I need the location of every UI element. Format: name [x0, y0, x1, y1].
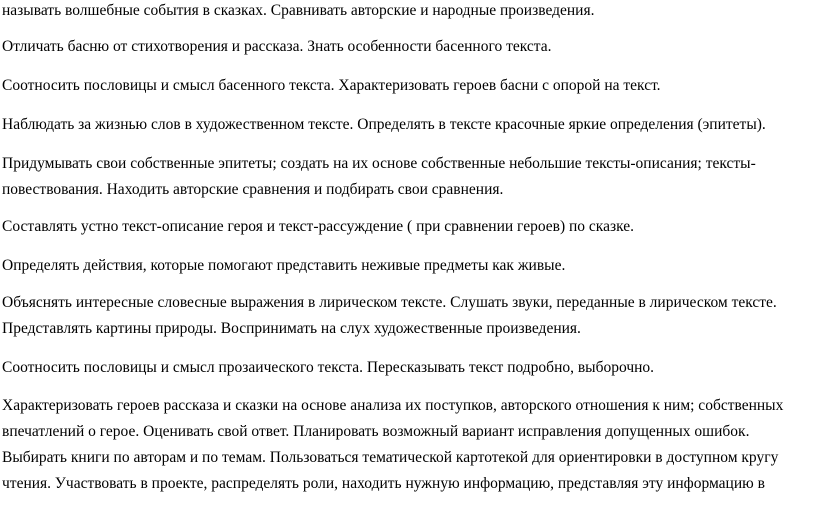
paragraph-hero-description	[2, 214, 634, 240]
text-line: Составлять устно текст-описание героя и текст-рассуждение ( при сравнении героев) по сказке.	[2, 218, 635, 235]
text-line: впечатлений о герое. Оценивать свой ответ. Планировать возможный вариант исправления допущенных ошибок.	[2, 423, 750, 440]
text-line: повествования. Находить авторские сравнения и подбирать свои сравнения.	[2, 181, 504, 198]
text-line: Соотносить пословицы и смысл басенного текста. Характеризовать героев басни с опорой на текст.	[2, 77, 661, 94]
paragraph-epithets-observe	[2, 112, 766, 138]
paragraph-lyric-text	[2, 290, 777, 342]
paragraph-prose-proverbs	[2, 355, 654, 381]
text-line: Отличать басню от стихотворения и рассказа. Знать особенности басенного текста.	[2, 38, 552, 55]
text-line: называть волшебные события в сказках. Сравнивать авторские и народные произведения.	[2, 2, 595, 19]
paragraph-fable-distinction	[2, 34, 551, 60]
paragraph-fable-proverbs	[2, 73, 661, 99]
text-line: Представлять картины природы. Воспринимать на слух художественные произведения.	[2, 320, 581, 337]
text-line: Характеризовать героев рассказа и сказки на основе анализа их поступков, авторского отношения к ним; собственных	[2, 397, 784, 414]
paragraph-personification	[2, 253, 565, 279]
paragraph-hero-analysis	[2, 393, 783, 497]
text-line: Объяснять интересные словесные выражения в лирическом тексте. Слушать звуки, переданные в лирическом тексте.	[2, 294, 777, 311]
text-line: Придумывать свои собственные эпитеты; создать на их основе собственные небольшие тексты-описания; тексты-	[2, 155, 756, 172]
text-line: чтения. Участвовать в проекте, распределять роли, находить нужную информацию, представляя эту информацию в	[2, 475, 765, 492]
paragraph-magic-events	[2, 0, 594, 24]
text-line: Наблюдать за жизнью слов в художественном тексте. Определять в тексте красочные яркие определения (эпитеты).	[2, 116, 766, 133]
text-line: Определять действия, которые помогают представить неживые предметы как живые.	[2, 257, 566, 274]
text-line: Выбирать книги по авторам и по темам. Пользоваться тематической картотекой для ориентировки в доступном кругу	[2, 449, 779, 466]
text-line: Соотносить пословицы и смысл прозаического текста. Пересказывать текст подробно, выборочно.	[2, 359, 655, 376]
paragraph-epithets-create	[2, 151, 756, 203]
